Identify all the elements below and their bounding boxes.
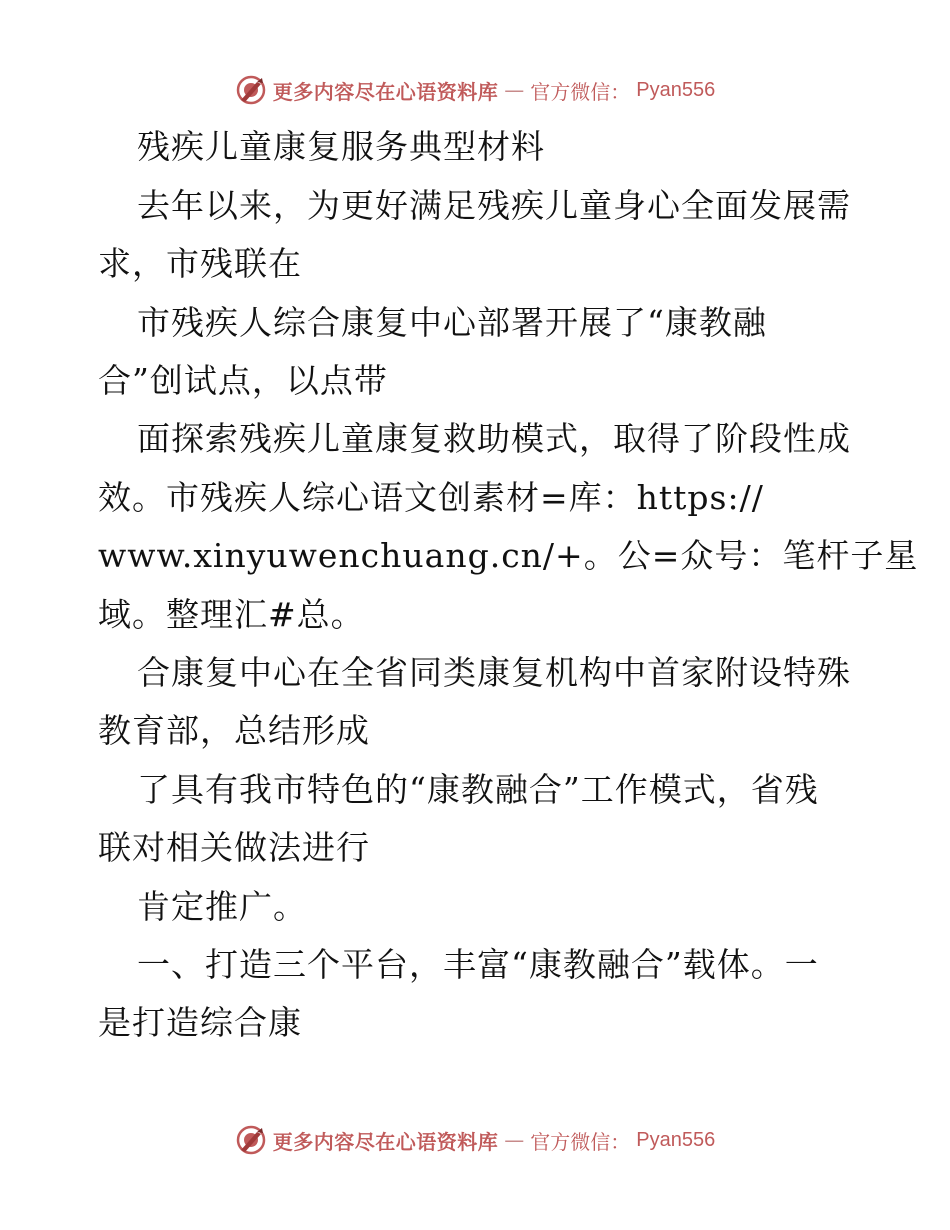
paragraph-line: 效。市残疾人综心语文创素材=库：https:// — [98, 478, 764, 517]
pen-logo-icon — [235, 74, 267, 106]
paragraph-line: 联对相关做法进行 — [98, 828, 370, 867]
paragraph-line: 求，市残联在 — [98, 244, 302, 283]
paragraph-line: 合”创试点，以点带 — [98, 361, 388, 400]
banner-content — [235, 74, 715, 106]
paragraph-line: 合康复中心在全省同类康复机构中首家附设特殊 — [137, 653, 851, 692]
pen-logo-icon — [235, 1124, 267, 1156]
paragraph-line: www.xinyuwenchuang.cn/+。公=众号：笔杆子星 — [98, 536, 919, 575]
banner-wechat-id: Pyan556 — [636, 1128, 716, 1151]
banner-wechat-id: Pyan556 — [636, 78, 716, 101]
paragraph-line: 域。整理汇#总。 — [98, 595, 365, 634]
footer-banner — [0, 1118, 950, 1162]
banner-content — [235, 1124, 715, 1156]
paragraph-line: 了具有我市特色的“康教融合”工作模式，省残 — [137, 770, 819, 809]
banner-official-label: 官方微信： — [530, 1129, 631, 1154]
banner-separator: — — [504, 1128, 525, 1152]
header-banner — [0, 68, 950, 112]
paragraph-line: 教育部，总结形成 — [98, 711, 370, 750]
paragraph-line: 一、打造三个平台，丰富“康教融合”载体。一 — [137, 945, 819, 984]
banner-official-label: 官方微信： — [530, 79, 631, 104]
paragraph-line: 肯定推广。 — [137, 887, 307, 926]
paragraph-line: 去年以来，为更好满足残疾儿童身心全面发展需 — [137, 186, 851, 225]
banner-separator: — — [504, 78, 525, 102]
paragraph-line: 面探索残疾儿童康复救助模式，取得了阶段性成 — [137, 419, 851, 458]
paragraph-line: 市残疾人综合康复中心部署开展了“康教融 — [137, 303, 767, 342]
banner-main-text: 更多内容尽在心语资料库 — [272, 1129, 499, 1154]
paragraph-line: 是打造综合康 — [98, 1003, 302, 1042]
banner-main-text: 更多内容尽在心语资料库 — [272, 79, 499, 104]
document-title: 残疾儿童康复服务典型材料 — [137, 127, 545, 166]
